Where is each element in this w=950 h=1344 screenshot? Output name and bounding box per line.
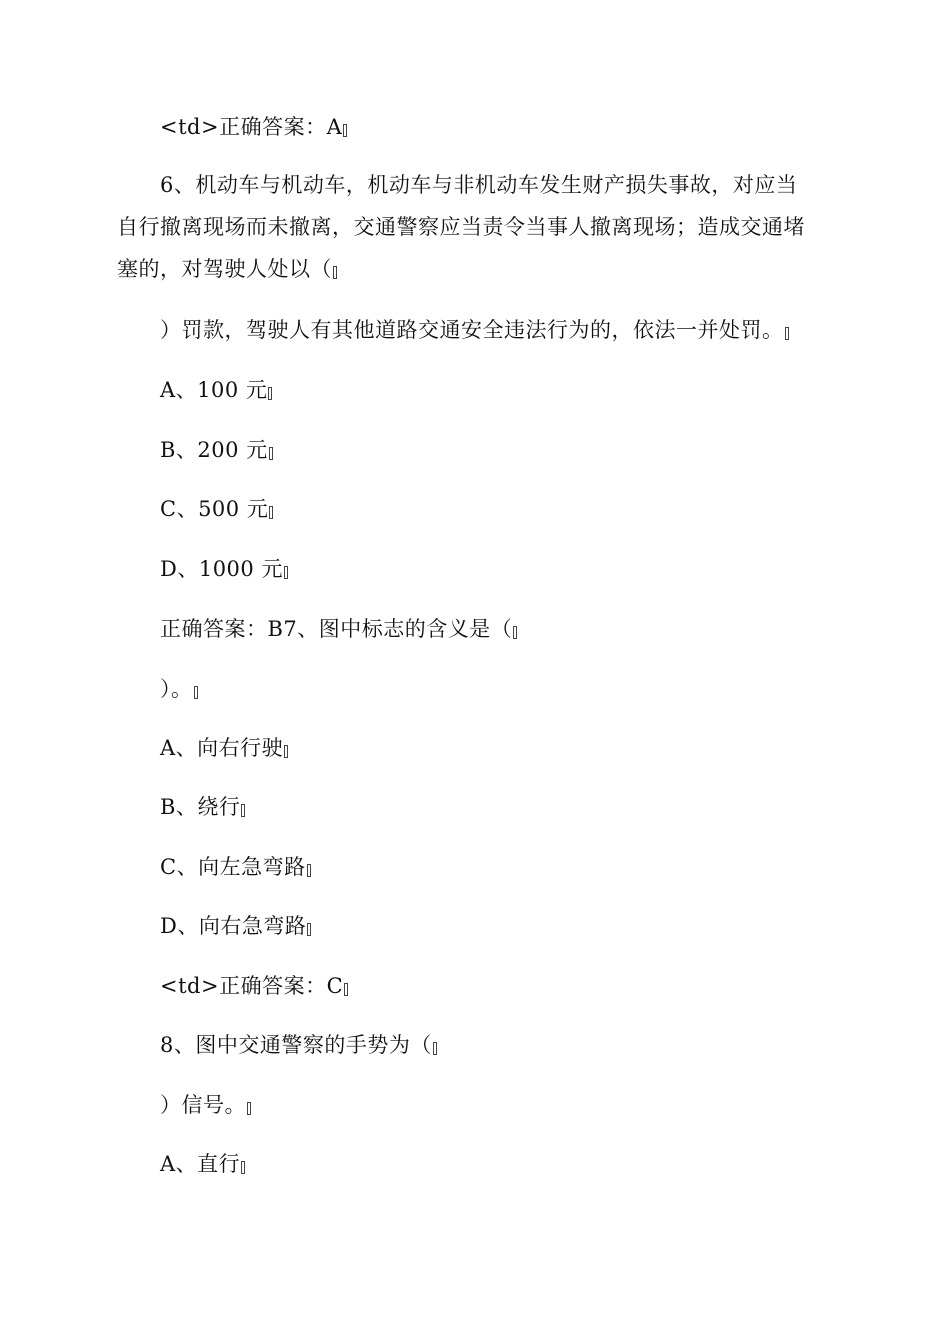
question-6-option-a	[160, 375, 272, 405]
question-7-line-2	[160, 674, 198, 704]
paragraph-mark-icon	[194, 686, 198, 699]
paragraph-mark-icon	[785, 327, 789, 340]
question-6-option-c	[160, 494, 273, 524]
option-text: B、绕行	[160, 795, 241, 819]
paragraph-mark-icon	[307, 864, 311, 877]
option-text: C、向左急弯路	[160, 855, 306, 879]
question-6-option-b	[160, 435, 273, 465]
option-text: C、500 元	[160, 497, 269, 521]
line-text: 自行撤离现场而未撤离，交通警察应当责令当事人撤离现场；造成交通堵	[117, 215, 805, 239]
question-6-line-3	[117, 254, 337, 284]
paragraph-mark-icon	[269, 506, 273, 519]
question-6-option-d	[160, 554, 288, 584]
paragraph-mark-icon	[284, 745, 288, 758]
paragraph-mark-icon	[284, 566, 288, 579]
question-8-option-a	[160, 1149, 245, 1179]
line-text: <td>正确答案：C	[160, 974, 344, 998]
line-text: 6、机动车与机动车，机动车与非机动车发生财产损失事故，对应当	[160, 173, 798, 197]
option-text: A、直行	[160, 1152, 241, 1176]
line-text: 塞的，对驾驶人处以（	[117, 257, 332, 281]
paragraph-mark-icon	[307, 923, 311, 936]
line-text: ）信号。	[160, 1093, 246, 1117]
option-text: D、向右急弯路	[160, 914, 307, 938]
question-7-option-a	[160, 733, 288, 763]
paragraph-mark-icon	[269, 447, 273, 460]
option-text: D、1000 元	[160, 557, 283, 581]
option-text: A、向右行驶	[160, 736, 284, 760]
question-6-line-2	[117, 212, 805, 242]
question-6-line-4	[160, 315, 789, 345]
question-7-option-c	[160, 852, 311, 882]
option-text: B、200 元	[160, 438, 268, 462]
question-8-line-1	[160, 1030, 437, 1060]
paragraph-mark-icon	[433, 1042, 437, 1055]
paragraph-mark-icon	[344, 983, 348, 996]
paragraph-mark-icon	[241, 804, 245, 817]
paragraph-mark-icon	[247, 1102, 251, 1115]
question-7-option-d	[160, 911, 311, 941]
paragraph-mark-icon	[268, 387, 272, 400]
question-8-line-2	[160, 1090, 251, 1120]
answer-line-7	[160, 971, 348, 1001]
question-7-option-b	[160, 792, 245, 822]
paragraph-mark-icon	[343, 124, 347, 137]
line-text: ）罚款，驾驶人有其他道路交通安全违法行为的，依法一并处罚。	[160, 318, 784, 342]
answer-6-question-7-line-1	[160, 614, 517, 644]
question-6-line-1	[160, 170, 797, 200]
paragraph-mark-icon	[241, 1161, 245, 1174]
line-text: ）。	[160, 677, 193, 701]
option-text: A、100 元	[160, 378, 268, 402]
paragraph-mark-icon	[513, 626, 517, 639]
line-text: <td>正确答案：A	[160, 115, 343, 139]
answer-line-5	[160, 112, 347, 142]
paragraph-mark-icon	[333, 266, 337, 279]
line-text: 8、图中交通警察的手势为（	[160, 1033, 432, 1057]
line-text: 正确答案：B7、图中标志的含义是（	[160, 617, 513, 641]
